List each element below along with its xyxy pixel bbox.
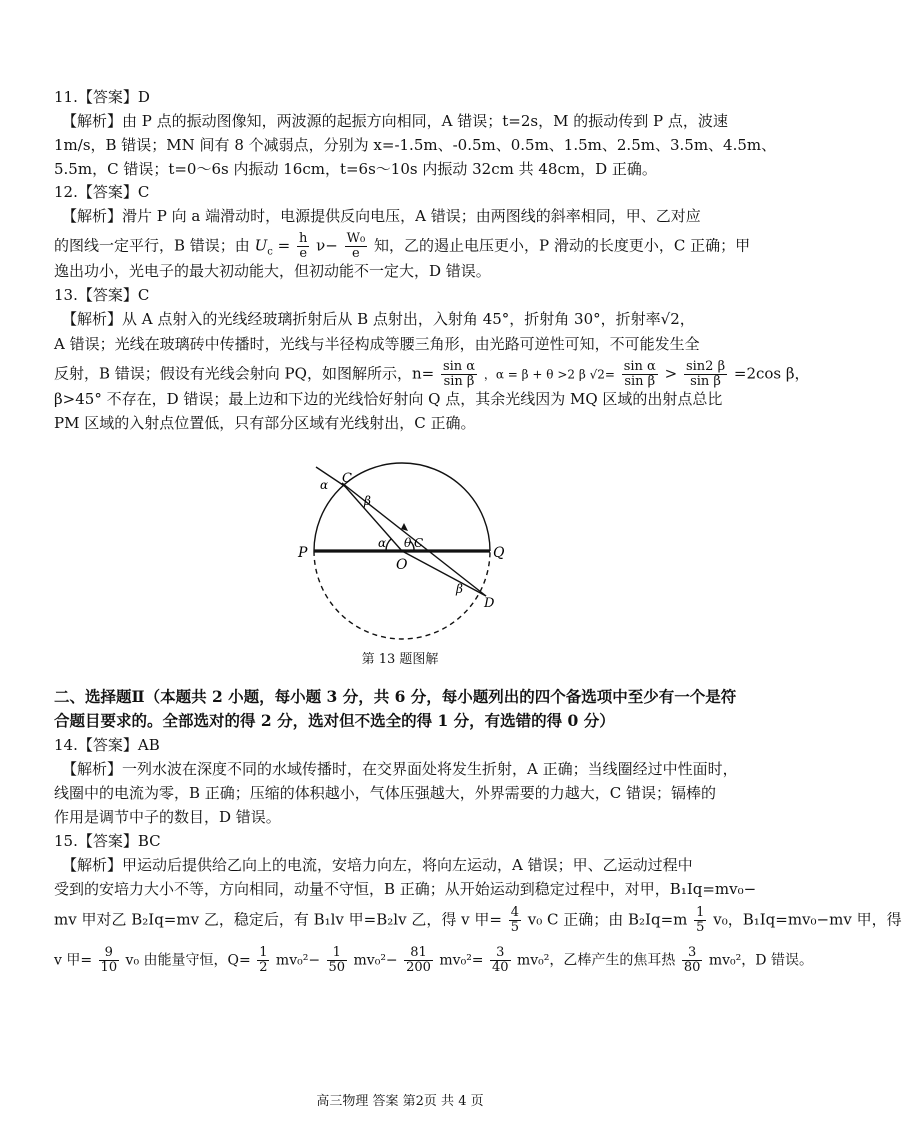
q15-fraction xyxy=(490,946,511,975)
q15-text: mv₀²，D 错误。 xyxy=(708,952,813,969)
q13-explanation-line: β>45° 不存在，D 错误；最上边和下边的光线恰好射向 Q 点，其余光线因为 MQ 区域的出射点总比 xyxy=(54,390,723,408)
fig-label: D xyxy=(484,596,495,611)
fraction-numerator: 9 xyxy=(99,946,120,961)
q15-fraction xyxy=(257,946,269,975)
fraction-denominator: 5 xyxy=(510,920,519,935)
q12-uc-subscript: c xyxy=(267,246,273,258)
circle-upper-arc xyxy=(314,463,490,551)
q15-text: v 甲= xyxy=(54,952,93,969)
q12-uc-symbol: U xyxy=(254,236,268,255)
q15-explanation-line: 受到的安培力大小不等，方向相同，动量不守恒，B 正确；从开始运动到稳定过程中，对甲，B₁Iq=mv₀− xyxy=(54,880,757,898)
q15-explanation-line xyxy=(54,905,902,935)
q15-fraction xyxy=(99,946,120,975)
q11-explanation-line: 1m/s，B 错误；MN 间有 8 个减弱点，分别为 x=-1.5m、-0.5m、0.5m、1.5m、2.5m、3.5m、4.5m、 xyxy=(54,136,777,154)
fraction-denominator: 50 xyxy=(328,960,346,975)
q15-fraction xyxy=(327,946,348,975)
q15-text: mv 甲对乙 B₂Iq=mv 乙，稳定后，有 B₁lv 甲=B₂lv 乙，得 v 甲= xyxy=(54,910,502,929)
q15-text: mv₀²= xyxy=(439,952,484,969)
q13-fraction-sina-sinb xyxy=(622,360,658,389)
alpha-arc xyxy=(386,539,391,551)
section-2-heading: 合题目要求的。全部选对的得 2 分，选对但不选全的得 1 分，有选错的得 0 分） xyxy=(54,711,615,730)
q12-text: ν− xyxy=(316,236,338,255)
q13-fraction-sina-sinb xyxy=(441,360,477,389)
q13-gt: > xyxy=(664,364,678,383)
q13-answer-head: 13.【答案】C xyxy=(54,286,150,304)
q13-explanation-line: PM 区域的入射点位置低，只有部分区域有光线射出，C 正确。 xyxy=(54,414,476,432)
fig-label: Q xyxy=(493,545,505,561)
fig-label: α xyxy=(378,536,387,550)
q15-text: v₀，B₁Iq=mv₀−mv 甲，得 xyxy=(713,910,902,929)
fraction-denominator: e xyxy=(299,246,308,261)
fraction-denominator: 2 xyxy=(259,960,268,975)
section-2-heading: 二、选择题Ⅱ（本题共 2 小题，每小题 3 分，共 6 分，每小题列出的四个备选项中至少有一个是符 xyxy=(54,687,737,706)
q13-explanation-line: 【解析】从 A 点射入的光线经玻璃折射后从 B 点射出，入射角 45°，折射角 30°，折射率√2， xyxy=(62,310,695,328)
q15-explanation-line xyxy=(54,945,813,975)
fraction-numerator: sin α xyxy=(442,359,476,374)
fraction-denominator: sin β xyxy=(443,374,475,389)
fraction-numerator: sin2 β xyxy=(685,359,726,374)
fraction-denominator: 80 xyxy=(683,960,701,975)
q15-text: mv₀²− xyxy=(353,952,398,969)
q12-equals: = xyxy=(277,236,291,255)
radius-oc xyxy=(342,483,402,551)
q13-text: ，α = β + θ >2 β √2= xyxy=(483,367,615,382)
q11-explanation-line: 5.5m，C 错误；t=0～6s 内振动 16cm，t=6s～10s 内振动 32cm 共 48cm，D 正确。 xyxy=(54,160,657,178)
figure-caption: 第 13 题图解 xyxy=(361,652,439,667)
q13-fraction-sin2b-sinb xyxy=(684,360,727,389)
fig-label: β xyxy=(456,582,463,596)
fig-label: C xyxy=(342,471,352,486)
q14-explanation-line: 【解析】一列水波在深度不同的水域传播时，在交界面处将发生折射，A 正确；当线圈经过中性面时， xyxy=(62,760,738,778)
fraction-numerator: sin α xyxy=(623,359,656,374)
fig-label: α xyxy=(320,478,329,492)
q15-fraction xyxy=(694,906,706,935)
fraction-numerator: 1 xyxy=(696,905,705,920)
q14-explanation-line: 线圈中的电流为零，B 正确；压缩的体积越小，气体压强越大，外界需要的力越大，C 错误；镉棒的 xyxy=(54,784,717,802)
fraction-numerator: h xyxy=(298,231,308,246)
fraction-denominator: 5 xyxy=(696,920,705,935)
fig-label: C xyxy=(414,536,424,550)
fraction-denominator: 10 xyxy=(100,960,118,975)
fraction-numerator: 4 xyxy=(510,905,519,920)
q12-explanation-line: 逸出功小，光电子的最大初动能大，但初动能不一定大，D 错误。 xyxy=(54,262,491,280)
fraction-denominator: e xyxy=(352,246,360,261)
q15-text: v₀ 由能量守恒，Q= xyxy=(125,952,251,969)
page-footer: 高三物理 答案 第2页 共 4 页 xyxy=(316,1094,484,1109)
q15-text: mv₀²，乙棒产生的焦耳热 xyxy=(516,952,676,969)
q13-explanation-line: A 错误；光线在玻璃砖中传播时，光线与半径构成等腰三角形，由光路可逆性可知，不可能发生全 xyxy=(54,335,700,353)
fraction-numerator: 81 xyxy=(404,946,433,961)
q15-text: mv₀²− xyxy=(275,952,321,969)
q14-explanation-line: 作用是调节中子的数目，D 错误。 xyxy=(54,808,281,826)
q12-answer-head: 12.【答案】C xyxy=(54,183,150,201)
q12-fraction-w0-over-e xyxy=(345,232,368,261)
fraction-numerator: 3 xyxy=(490,946,511,961)
q15-fraction xyxy=(404,946,433,975)
q13-text: 反射，B 错误；假设有光线会射向 PQ，如图解所示，n= xyxy=(54,364,435,383)
fig-label: β xyxy=(364,494,371,508)
radius-od xyxy=(402,551,486,596)
fig-label: θ xyxy=(404,536,412,550)
q14-answer-head: 14.【答案】AB xyxy=(54,736,160,754)
fraction-denominator: sin β xyxy=(624,374,656,389)
fraction-numerator: 3 xyxy=(682,946,703,961)
q15-text: v₀ C 正确；由 B₂Iq=m xyxy=(527,910,688,929)
fraction-denominator: 40 xyxy=(491,960,509,975)
q12-text: 知，乙的遏止电压更小，P 滑动的长度更小，C 正确；甲 xyxy=(373,236,751,255)
q12-explanation-line xyxy=(54,232,754,264)
fraction-numerator: W₀ xyxy=(346,231,366,246)
q15-fraction xyxy=(509,906,521,935)
q15-fraction xyxy=(682,946,703,975)
fraction-numerator: 1 xyxy=(259,945,268,960)
fig-label: O xyxy=(396,557,408,573)
q12-text: 的图线一定平行，B 错误；由 xyxy=(54,236,250,255)
q12-explanation-line: 【解析】滑片 P 向 a 端滑动时，电源提供反向电压，A 错误；由两图线的斜率相同，甲、乙对应 xyxy=(62,207,701,225)
q11-answer-head: 11.【答案】D xyxy=(54,88,150,106)
q11-explanation-line: 【解析】由 P 点的振动图像知，两波源的起振方向相同，A 错误；t=2s，M 的振动传到 P 点，波速 xyxy=(62,112,728,130)
fraction-numerator: 1 xyxy=(327,946,348,961)
q13-explanation-line xyxy=(54,359,810,389)
q15-answer-head: 15.【答案】BC xyxy=(54,832,161,850)
q12-fraction-h-over-e xyxy=(297,232,309,261)
q15-explanation-line: 【解析】甲运动后提供给乙向上的电流，安培力向左，将向左运动，A 错误；甲、乙运动过程中 xyxy=(62,856,693,874)
q13-optics-figure xyxy=(290,465,530,635)
fraction-denominator: sin β xyxy=(690,374,721,389)
fig-label: P xyxy=(298,545,308,561)
fraction-denominator: 200 xyxy=(406,960,431,975)
q13-text: =2cos β， xyxy=(733,364,810,383)
